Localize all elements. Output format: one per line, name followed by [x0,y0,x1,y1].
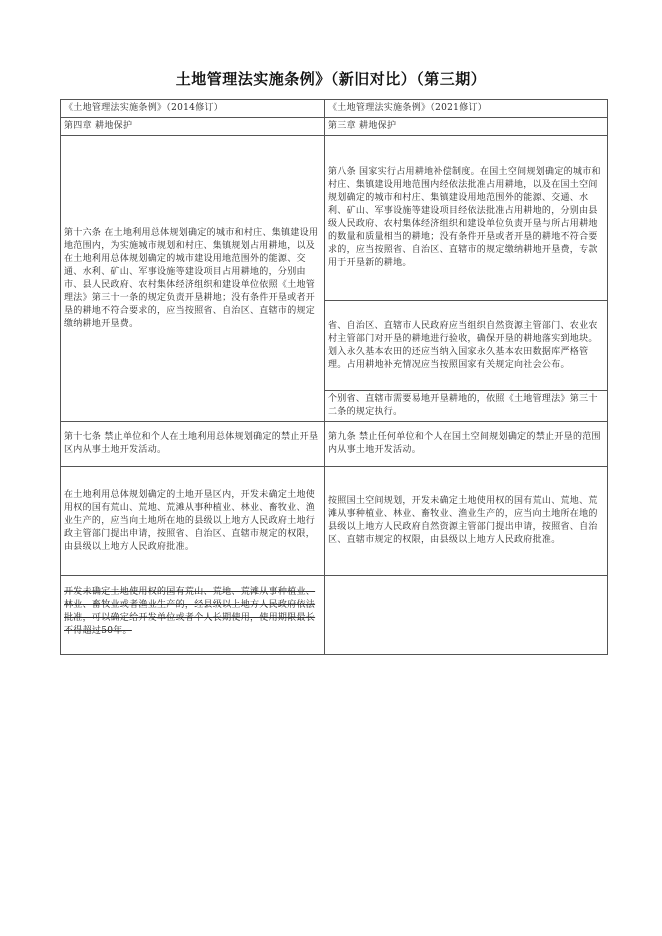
article-8-new-para3: 个别省、直辖市需要易地开垦耕地的，依照《土地管理法》第三十二条的规定执行。 [325,391,608,422]
table-row [61,467,608,576]
article-9-new: 第九条 禁止任何单位和个人在国土空间规划确定的禁止开垦的范围内从事土地开发活动。 [325,422,608,467]
chapter-row [61,118,608,136]
article-8-new-para1: 第八条 国家实行占用耕地补偿制度。在国土空间规划确定的城市和村庄、集镇建设用地范围内经依法批准占用耕地，以及在国土空间规划确定的城市和村庄、集镇建设用地范围外的能源、交通、水利、矿山、军事设施等建设项目经依法批准占用耕地的，分别由县级人民政府、农村集体经济组织和建设单位负责开垦与所占用耕地的数量和质量相当的耕地；没有条件开垦或者开垦的耕地不符合要求的，应当按照省、自治区、直辖市的规定缴纳耕地开垦费，专款用于开垦新的耕地。 [325,136,608,301]
development-new: 按照国土空间规划，开发未确定土地使用权的国有荒山、荒地、荒滩从事种植业、林业、畜牧业、渔业生产的，应当向土地所在地的县级以上地方人民政府自然资源主管部门提出申请，按照省、自治区、直辖市规定的权限，由县级以上地方人民政府批准。 [325,467,608,576]
page-title: 土地管理法实施条例》（新旧对比）（第三期） [175,70,487,88]
table-row [61,422,608,467]
deleted-clause-new [325,576,608,655]
header-new-version: 《土地管理法实施条例》（2021修订） [325,100,608,118]
development-old: 在土地利用总体规划确定的土地开垦区内，开发未确定土地使用权的国有荒山、荒地、荒滩从事种植业、林业、畜牧业、渔业生产的，应当向土地所在地的县级以上地方人民政府土地行政主管部门提出申请，按照省、自治区、直辖市规定的权限，由县级以上地方人民政府批准。 [61,467,325,576]
struck-text: 开发未确定土地使用权的国有荒山、荒地、荒滩从事种植业、林业、畜牧业或者渔业生产的，经县级以上地方人民政府依法批准，可以确定给开发单位或者个人长期使用，使用期限最长不得超过50年。 [64,587,316,636]
deleted-clause-old [61,576,325,655]
comparison-table [60,99,608,655]
table-header-row [61,100,608,118]
chapter-old: 第四章 耕地保护 [61,118,325,136]
table-row [61,136,608,301]
article-17-old: 第十七条 禁止单位和个人在土地利用总体规划确定的禁止开垦区内从事土地开发活动。 [61,422,325,467]
article-16-old: 第十六条 在土地利用总体规划确定的城市和村庄、集镇建设用地范围内，为实施城市规划和村庄、集镇规划占用耕地，以及在土地利用总体规划确定的城市建设用地范围外的能源、交通、水利、矿山、军事设施等建设项目占用耕地的，分别由市、县人民政府、农村集体经济组织和建设单位依照《土地管理法》第三十一条的规定负责开垦耕地；没有条件开垦或者开垦的耕地不符合要求的，应当按照省、自治区、直辖市的规定缴纳耕地开垦费。 [61,136,325,422]
article-8-new-para2: 省、自治区、直辖市人民政府应当组织自然资源主管部门、农业农村主管部门对开垦的耕地进行验收，确保开垦的耕地落实到地块。划入永久基本农田的还应当纳入国家永久基本农田数据库严格管理。占用耕地补充情况应当按照国家有关规定向社会公布。 [325,301,608,391]
header-old-version: 《土地管理法实施条例》（2014修订） [61,100,325,118]
table-row [61,576,608,655]
chapter-new: 第三章 耕地保护 [325,118,608,136]
